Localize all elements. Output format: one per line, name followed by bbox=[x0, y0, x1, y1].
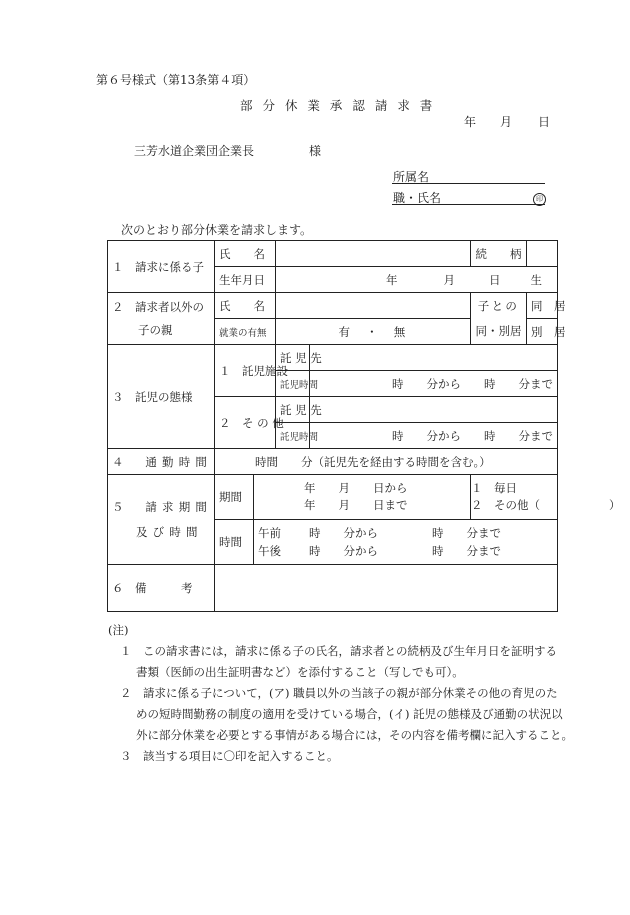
am-time-from: 時 分から bbox=[309, 526, 378, 540]
row-commute bbox=[108, 449, 558, 475]
employment-options[interactable]: 有 ・ 無 bbox=[276, 319, 471, 345]
note-1-line-2: 書類（医師の出生証明書など）を添付すること（写しでも可）。 bbox=[136, 665, 464, 679]
option-other[interactable]: ２ その他（ ） bbox=[471, 498, 621, 512]
am-label: 午前 bbox=[258, 526, 281, 540]
remarks-field[interactable] bbox=[215, 565, 558, 612]
parent-name-field[interactable] bbox=[276, 293, 471, 319]
pm-label: 午後 bbox=[258, 544, 281, 558]
birth-suffix: 生 bbox=[530, 272, 542, 287]
note-1-line-1: １ この請求書には，請求に係る子の氏名，請求者との続柄及び生年月日を証明する bbox=[120, 644, 557, 658]
addressee-honorific: 様 bbox=[309, 144, 322, 158]
birth-day-unit: 日 bbox=[489, 272, 501, 287]
affiliation-label: 所属名 bbox=[393, 170, 430, 184]
position-name-line[interactable] bbox=[392, 204, 545, 205]
facility-place-field[interactable] bbox=[310, 345, 558, 371]
label-other-parent bbox=[108, 293, 215, 345]
request-form-table bbox=[107, 240, 621, 612]
cohabitation-label bbox=[471, 293, 527, 345]
position-name-label: 職・氏名 bbox=[393, 191, 442, 205]
notes-section bbox=[108, 620, 578, 767]
row-other-parent bbox=[108, 293, 558, 319]
note-2-line-3: 外に部分休業を必要とする事情がある場合には，その内容を備考欄に記入すること。 bbox=[136, 728, 573, 742]
facility-time-label: 託児時間 bbox=[276, 371, 310, 397]
addressee: 三芳水道企業団企業長 bbox=[134, 144, 255, 158]
seal-icon: 印 bbox=[533, 190, 546, 206]
other-time-label: 託児時間 bbox=[276, 423, 310, 449]
intro-text: 次のとおり部分休業を請求します。 bbox=[121, 223, 313, 237]
other-place-field[interactable] bbox=[310, 397, 558, 423]
label-childcare: ３ 託児の態様 bbox=[108, 345, 215, 449]
label-commute: ４ 通勤時間 bbox=[108, 449, 215, 475]
label-request-period bbox=[108, 475, 215, 565]
label-remarks: ６ 備 考 bbox=[108, 565, 215, 612]
option-every-day[interactable]: １ 毎日 bbox=[471, 481, 517, 495]
birth-label: 生年月日 bbox=[215, 267, 276, 293]
childcare-facility-label: １ 託児施設 bbox=[215, 345, 276, 397]
date-day: 日 bbox=[538, 115, 551, 129]
notes-heading: (注) bbox=[108, 623, 129, 637]
birth-year-unit: 年 bbox=[386, 272, 398, 287]
form-number: 第６号様式（第13条第４項） bbox=[96, 73, 256, 87]
child-name-field[interactable] bbox=[276, 241, 471, 267]
pm-time-to: 時 分まで bbox=[432, 544, 501, 558]
row-child bbox=[108, 241, 558, 267]
row-request-period bbox=[108, 475, 558, 520]
document-title: 部 分 休 業 承 認 請 求 書 bbox=[240, 98, 436, 113]
pm-time-from: 時 分から bbox=[309, 544, 378, 558]
label-other-parent-line2: 子の親 bbox=[138, 323, 173, 337]
childcare-other-label: ２ そ の 他 bbox=[215, 397, 276, 449]
employment-label: 就業の有無 bbox=[215, 319, 276, 345]
relation-field[interactable] bbox=[527, 241, 558, 267]
label-request-period-line2: 及び時間 bbox=[136, 525, 203, 539]
cohabitation-label-line2: 同・別居 bbox=[475, 324, 522, 338]
note-2-line-2: めの短時間勤務の制度の適用を受けている場合，(イ) 託児の態様及び通勤の状況以 bbox=[136, 707, 563, 721]
note-2-line-1: ２ 請求に係る子について，(ア) 職員以外の当該子の親が部分休業その他の育児のた bbox=[120, 686, 558, 700]
child-name-label: 氏 名 bbox=[215, 241, 276, 267]
commute-field[interactable]: 時間 分（託児先を経由する時間を含む。） bbox=[215, 449, 558, 475]
date-month: 月 bbox=[500, 115, 513, 129]
date-year: 年 bbox=[464, 115, 477, 129]
row-childcare-facility-place bbox=[108, 345, 558, 371]
period-field[interactable] bbox=[254, 475, 471, 520]
birth-month-unit: 月 bbox=[443, 272, 455, 287]
other-time-field[interactable]: 時 分から 時 分まで bbox=[310, 423, 558, 449]
row-remarks bbox=[108, 565, 558, 612]
cohab-same-option[interactable]: 同 居 bbox=[527, 293, 558, 319]
cohab-separate-option[interactable]: 別 居 bbox=[527, 319, 558, 345]
am-time-to: 時 分まで bbox=[432, 526, 501, 540]
relation-label: 続 柄 bbox=[471, 241, 527, 267]
cohabitation-label-line1: 子との bbox=[477, 299, 520, 313]
period-from: 年 月 日から bbox=[304, 481, 408, 495]
label-request-period-line1: ５ 請求期間 bbox=[112, 500, 213, 514]
label-child: １ 請求に係る子 bbox=[108, 241, 215, 293]
period-options[interactable] bbox=[471, 475, 621, 520]
affiliation-line[interactable] bbox=[392, 183, 545, 184]
time-field[interactable] bbox=[254, 520, 558, 565]
facility-place-label: 託 児 先 bbox=[276, 345, 310, 371]
label-other-parent-line1: ２ 請求者以外の bbox=[112, 300, 204, 314]
period-label: 期間 bbox=[215, 475, 254, 520]
note-3: ３ 該当する項目に〇印を記入すること。 bbox=[120, 749, 339, 763]
birth-date-field[interactable] bbox=[276, 267, 558, 293]
period-to: 年 月 日まで bbox=[304, 498, 408, 512]
parent-name-label: 氏 名 bbox=[215, 293, 276, 319]
time-label: 時間 bbox=[215, 520, 254, 565]
other-place-label: 託 児 先 bbox=[276, 397, 310, 423]
facility-time-field[interactable]: 時 分から 時 分まで bbox=[310, 371, 558, 397]
